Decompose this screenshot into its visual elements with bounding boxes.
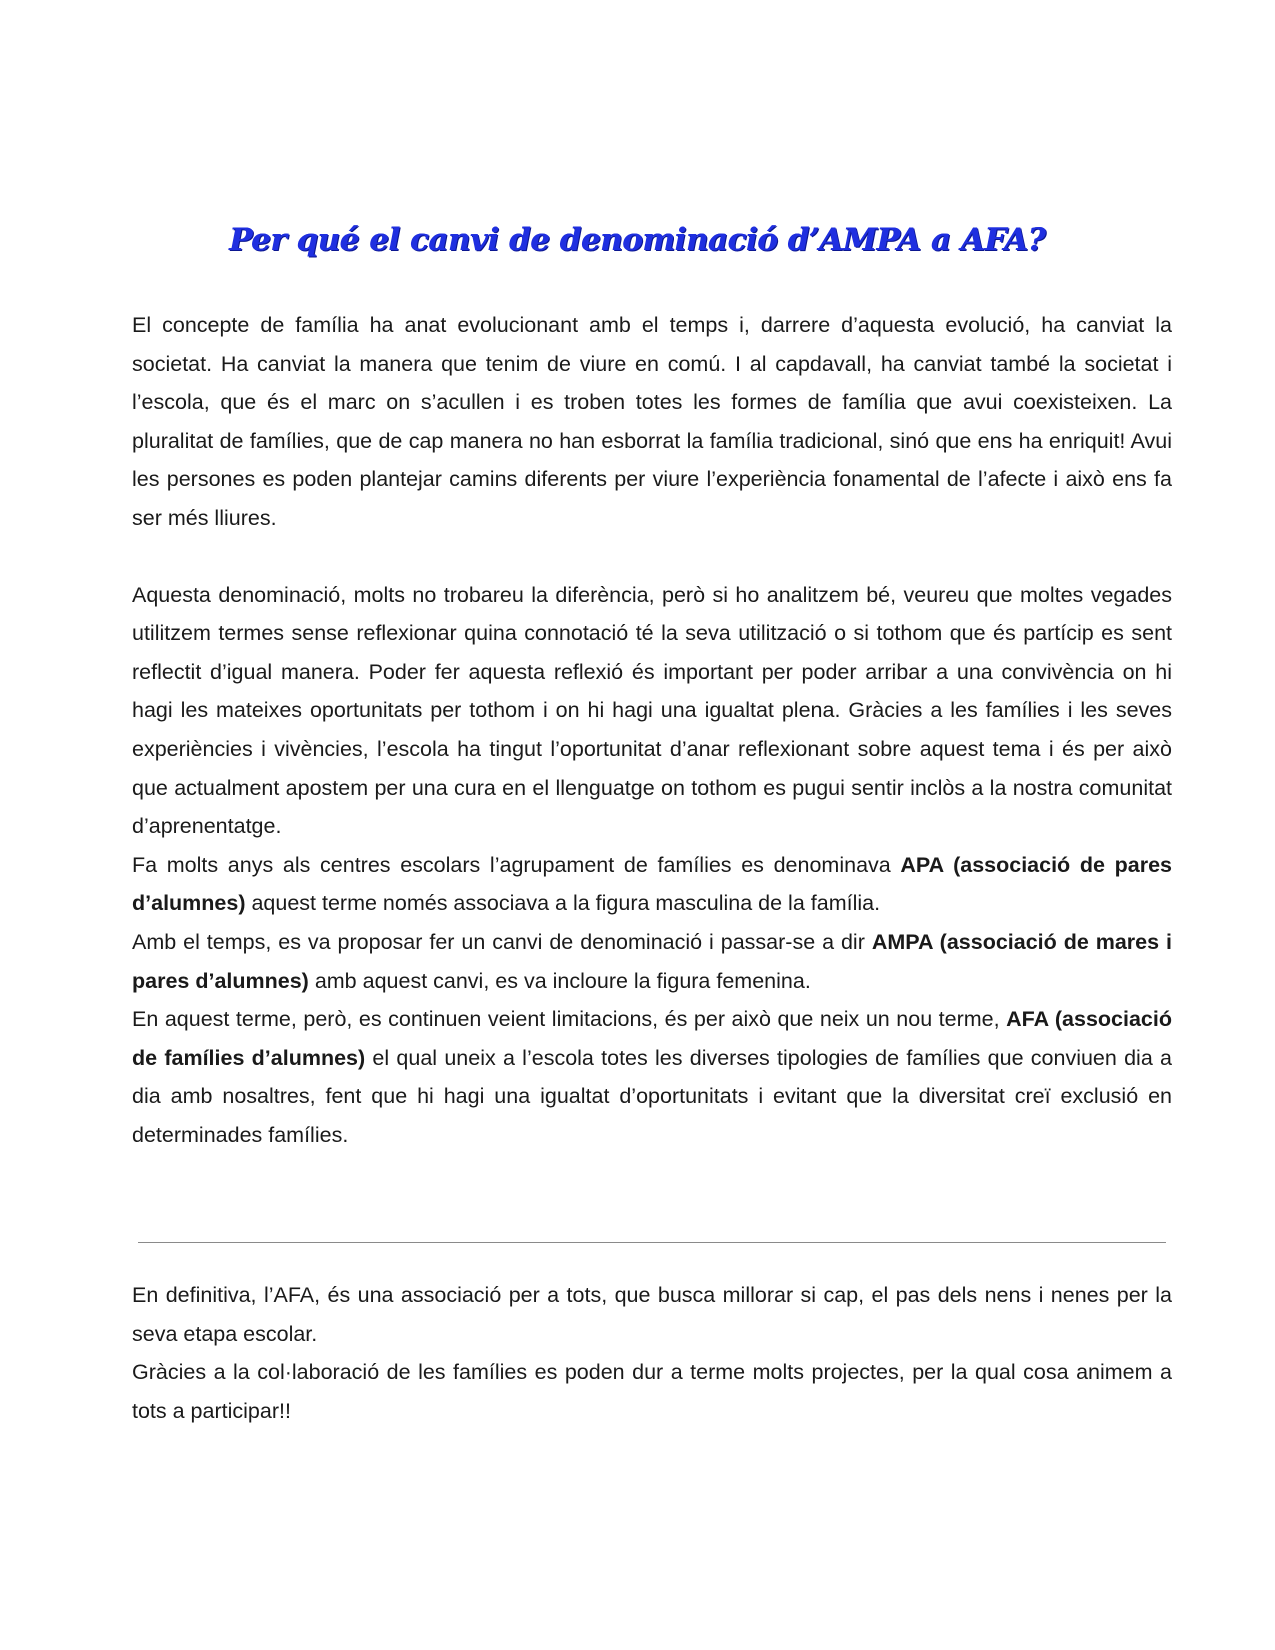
paragraph-afa: [132, 1000, 1172, 1154]
apa-term: APA (associació de pares d’alumnes): [132, 852, 1172, 916]
ampa-text-before: Amb el temps, es va proposar fer un canvi de denominació i passar-se a dir: [132, 929, 872, 954]
paragraph-spacer: [132, 538, 1172, 576]
horizontal-rule: [138, 1242, 1166, 1243]
ampa-term: AMPA (associació de mares i pares d’alumnes): [132, 929, 1172, 993]
ampa-text-after: amb aquest canvi, es va incloure la figura femenina.: [308, 968, 811, 993]
paragraph-apa: [132, 846, 1172, 923]
paragraph-ampa: [132, 923, 1172, 1000]
afa-text-after: el qual uneix a l’escola totes les diverses tipologies de famílies que conviuen dia a dia amb nosaltres, fent que hi hagi una igualtat d’oportunitats i evitant que la diversitat creï exclusió en determinades famílies.: [132, 1045, 1172, 1147]
paragraph-conclusion: En definitiva, l’AFA, és una associació per a tots, que busca millorar si cap, el pas dels nens i nenes per la seva etapa escolar.: [132, 1283, 1172, 1346]
afa-text-before: En aquest terme, però, es continuen veient limitacions, és per això que neix un nou terme,: [132, 1007, 1007, 1032]
apa-text-before: Fa molts anys als centres escolars l’agrupament de famílies es denominava: [132, 852, 901, 877]
page-title: Per qué el canvi de denominació d’AMPA a AFA?: [229, 222, 1046, 258]
closing-section: [132, 1276, 1172, 1430]
paragraph-family-evolution: El concepte de família ha anat evolucionant amb el temps i, darrere d’aquesta evolució, ha canviat la societat. Ha canviat la manera que tenim de viure en comú. I al capdavall, ha canviat també la societat i l’escola, que és el marc on s’acullen i es troben totes les formes de família que avui coexisteixen. La pluralitat de famílies, que de cap manera no han esborrat la família tradicional, sinó que ens ha enriquit! Avui les persones es poden plantejar camins diferents per viure l’experiència fonamental de l’afecte i això ens fa ser més lliures.: [132, 313, 1172, 530]
document-body: [132, 306, 1172, 1154]
paragraph-call-to-participate: Gràcies a la col·laboració de les famílies es poden dur a terme molts projectes, per la qual cosa animem a tots a participar!!: [132, 1360, 1172, 1423]
apa-text-after: aquest terme només associava a la figura masculina de la família.: [245, 891, 881, 916]
paragraph-denomination-reflection: Aquesta denominació, molts no trobareu la diferència, però si ho analitzem bé, veureu que moltes vegades utilitzem termes sense reflexionar quina connotació té la seva utilització o si tothom que és partícip es sent reflectit d’igual manera. Poder fer aquesta reflexió és important per poder arribar a una convivència on hi hagi les mateixes oportunitats per tothom i on hi hagi una igualtat plena. Gràcies a les famílies i les seves experiències i vivències, l’escola ha tingut l’oportunitat d’anar reflexionant sobre aquest tema i és per això que actualment apostem per una cura en el llenguatge on tothom es pugui sentir inclòs a la nostra comunitat d’aprenentatge.: [132, 582, 1172, 839]
afa-term: AFA (associació de famílies d’alumnes): [132, 1007, 1172, 1070]
